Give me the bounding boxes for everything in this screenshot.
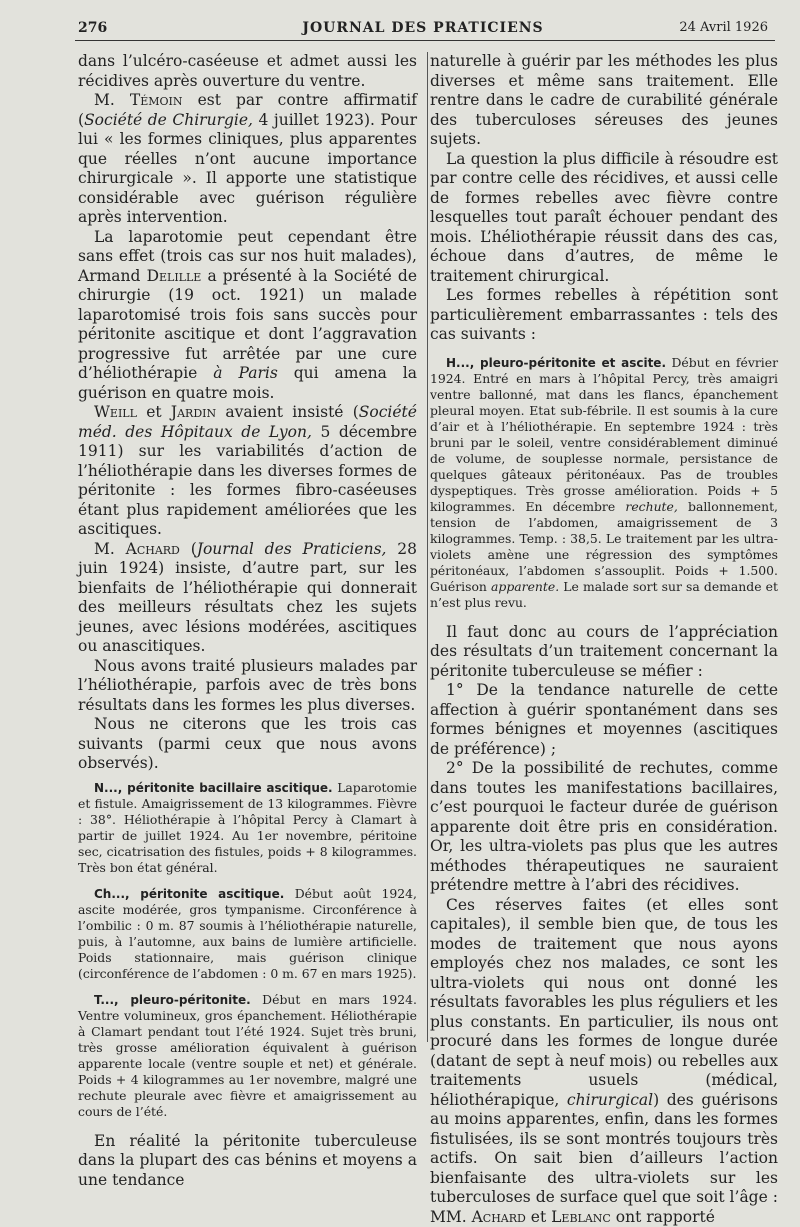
column-divider: [427, 52, 428, 1042]
paragraph: Weill et Jardin avaient insisté (Société méd. des Hôpitaux de Lyon, 5 décembre 1911) sur les variabilités d’action de l’héliothérapie dans les diverses formes de péritonite : les formes fibro-caséeuses étant plus rapidement améliorées que les ascitiques.: [78, 403, 417, 540]
paragraph: En réalité la péritonite tuberculeuse dans la plupart des cas bénins et moyens a une tendance: [78, 1132, 417, 1191]
paragraph: dans l’ulcéro-caséeuse et admet aussi les récidives après ouverture du ventre.: [78, 52, 417, 91]
page-header: [78, 20, 768, 38]
right-column: [430, 52, 778, 1227]
paragraph: Il faut donc au cours de l’appréciation des résultats d’un traitement concernant la péritonite tuberculeuse se méfier :: [430, 623, 778, 682]
case-report: T..., pleuro-péritonite. Début en mars 1924. Ventre volumineux, gros épanchement. Héliothérapie à Clamart pendant tout l’été 1924. Sujet très bruni, très grosse amélioration équivalent à guérison apparente locale (ventre souple et net) et générale. Poids + 4 kilogrammes au 1er novembre, malgré une rechute pleurale avec fièvre et amaigrissement au cours de l’été.: [78, 992, 417, 1120]
author-name: Achard: [472, 1208, 526, 1226]
paragraph: Les formes rebelles à répétition sont particulièrement embarrassantes : tels des cas suivants :: [430, 286, 778, 345]
issue-date: 24 Avril 1926: [679, 20, 768, 35]
author-name: Achard: [126, 540, 180, 558]
reference: Journal des Praticiens,: [197, 540, 387, 558]
case-report: N..., péritonite bacillaire ascitique. Laparotomie et fistule. Amaigrissement de 13 kilogrammes. Fièvre : 38°. Héliothérapie à l’hôpital Percy à Clamart à partir de juillet 1924. Au 1er novembre, péritoine sec, cicatrisation des fistules, poids + 8 kilogrammes. Très bon état général.: [78, 780, 417, 876]
header-rule: [75, 40, 775, 41]
paragraph: M. Achard (Journal des Praticiens, 28 juin 1924) insiste, d’autre part, sur les bienfaits de l’héliothérapie qui donnerait des meilleurs résultats chez les sujets jeunes, avec lésions modérées, ascitiques ou anascitiques.: [78, 540, 417, 657]
author-name: Weill: [94, 403, 137, 421]
page-number: 276: [78, 20, 107, 36]
reference: Société de Chirurgie,: [84, 111, 253, 129]
paragraph: 2° De la possibilité de rechutes, comme dans toutes les manifestations bacillaires, c’est pourquoi le facteur durée de guérison apparente doit être pris en considération. Or, les ultra-violets pas plus que les autres méthodes thérapeutiques ne sauraient prétendre mettre à l’abri des récidives.: [430, 759, 778, 896]
case-report: Ch..., péritonite ascitique. Début août 1924, ascite modérée, gros tympanisme. Circonférence à l’ombilic : 0 m. 87 soumis à l’héliothérapie naturelle, puis, à l’automne, aux bains de lumière artificielle. Poids stationnaire, mais guérison clinique (circonférence de l’abdomen : 0 m. 67 en mars 1925).: [78, 886, 417, 982]
journal-title: JOURNAL DES PRATICIENS: [78, 20, 768, 36]
paragraph: M. Témoin est par contre affirmatif (Société de Chirurgie, 4 juillet 1923). Pour lui « les formes cliniques, plus apparentes que réelles n’ont aucune importance chirurgicale ». Il apporte une statistique considérable avec guérison régulière après intervention.: [78, 91, 417, 228]
author-name: Jardin: [171, 403, 216, 421]
paragraph: La laparotomie peut cependant être sans effet (trois cas sur nos huit malades), Armand Delille a présenté à la Société de chirurgie (19 oct. 1921) un malade laparotomisé trois fois sans succès pour péritonite ascitique et dont l’aggravation progressive fut arrêtée par une cure d’héliothérapie à Paris qui amena la guérison en quatre mois.: [78, 228, 417, 404]
paragraph: naturelle à guérir par les méthodes les plus diverses et même sans traitement. Elle rentre dans le cadre de curabilité générale des tuberculoses séreuses des jeunes sujets.: [430, 52, 778, 150]
case-report: H..., pleuro-péritonite et ascite. Début en février 1924. Entré en mars à l’hôpital Percy, très amaigri ventre ballonné, mat dans les flancs, épanchement pleural moyen. Etat sub-fébrile. Il est soumis à la cure d’air et à l’héliothérapie. En septembre 1924 : très bruni par le soleil, ventre considérablement diminué de volume, de souplesse normale, persistance de quelques gâteaux péritonéaux. Pas de troubles dyspeptiques. Très grosse amélioration. Poids + 5 kilogrammes. En décembre rechute, ballonnement, tension de l’abdomen, amaigrissement de 3 kilogrammes. Temp. : 38,5. Le traitement par les ultra-violets amène une régression des symptômes péritonéaux, l’abdomen s’assouplit. Poids + 1.500. Guérison apparente. Le malade sort sur sa demande et n’est plus revu.: [430, 355, 778, 611]
reference: Société méd. des Hôpitaux de Lyon,: [78, 403, 417, 441]
case-title: H..., pleuro-péritonite et ascite.: [446, 356, 666, 370]
author-name: Delille: [147, 267, 202, 285]
paragraph: Nous avons traité plusieurs malades par l’héliothérapie, parfois avec de très bons résultats dans les formes les plus diverses.: [78, 657, 417, 716]
case-title: N..., péritonite bacillaire ascitique.: [94, 781, 333, 795]
paragraph: Nous ne citerons que les trois cas suivants (parmi ceux que nous avons observés).: [78, 715, 417, 774]
author-name: Leblanc: [551, 1208, 611, 1226]
paragraph: La question la plus difficile à résoudre est par contre celle des récidives, et aussi celle de formes rebelles avec fièvre contre lesquelles tout paraît échouer pendant des mois. L’héliothérapie réussit dans des cas, échoue dans d’autres, de même le traitement chirurgical.: [430, 150, 778, 287]
paragraph: Ces réserves faites (et elles sont capitales), il semble bien que, de tous les modes de traitement que nous ayons employés chez nos malades, ce sont les ultra-violets qui nous ont donné les résultats favorables les plus réguliers et les plus constants. En particulier, ils nous ont procuré dans les formes de longue durée (datant de sept à neuf mois) ou rebelles aux traitements usuels (médical, héliothérapique, chirurgical) des guérisons au moins apparentes, enfin, dans les formes fistulisées, ils se sont montrés toujours très actifs. On sait bien d’ailleurs l’action bienfaisante des ultra-violets sur les tuberculoses de surface quel que soit l’âge : MM. Achard et Leblanc ont rapporté: [430, 896, 778, 1227]
left-column: [78, 52, 417, 1190]
case-title: T..., pleuro-péritonite.: [94, 993, 251, 1007]
paragraph: 1° De la tendance naturelle de cette affection à guérir spontanément dans ses formes bénignes et moyennes (ascitiques de préférence) ;: [430, 681, 778, 759]
author-name: Témoin: [130, 91, 183, 109]
case-title: Ch..., péritonite ascitique.: [94, 887, 284, 901]
